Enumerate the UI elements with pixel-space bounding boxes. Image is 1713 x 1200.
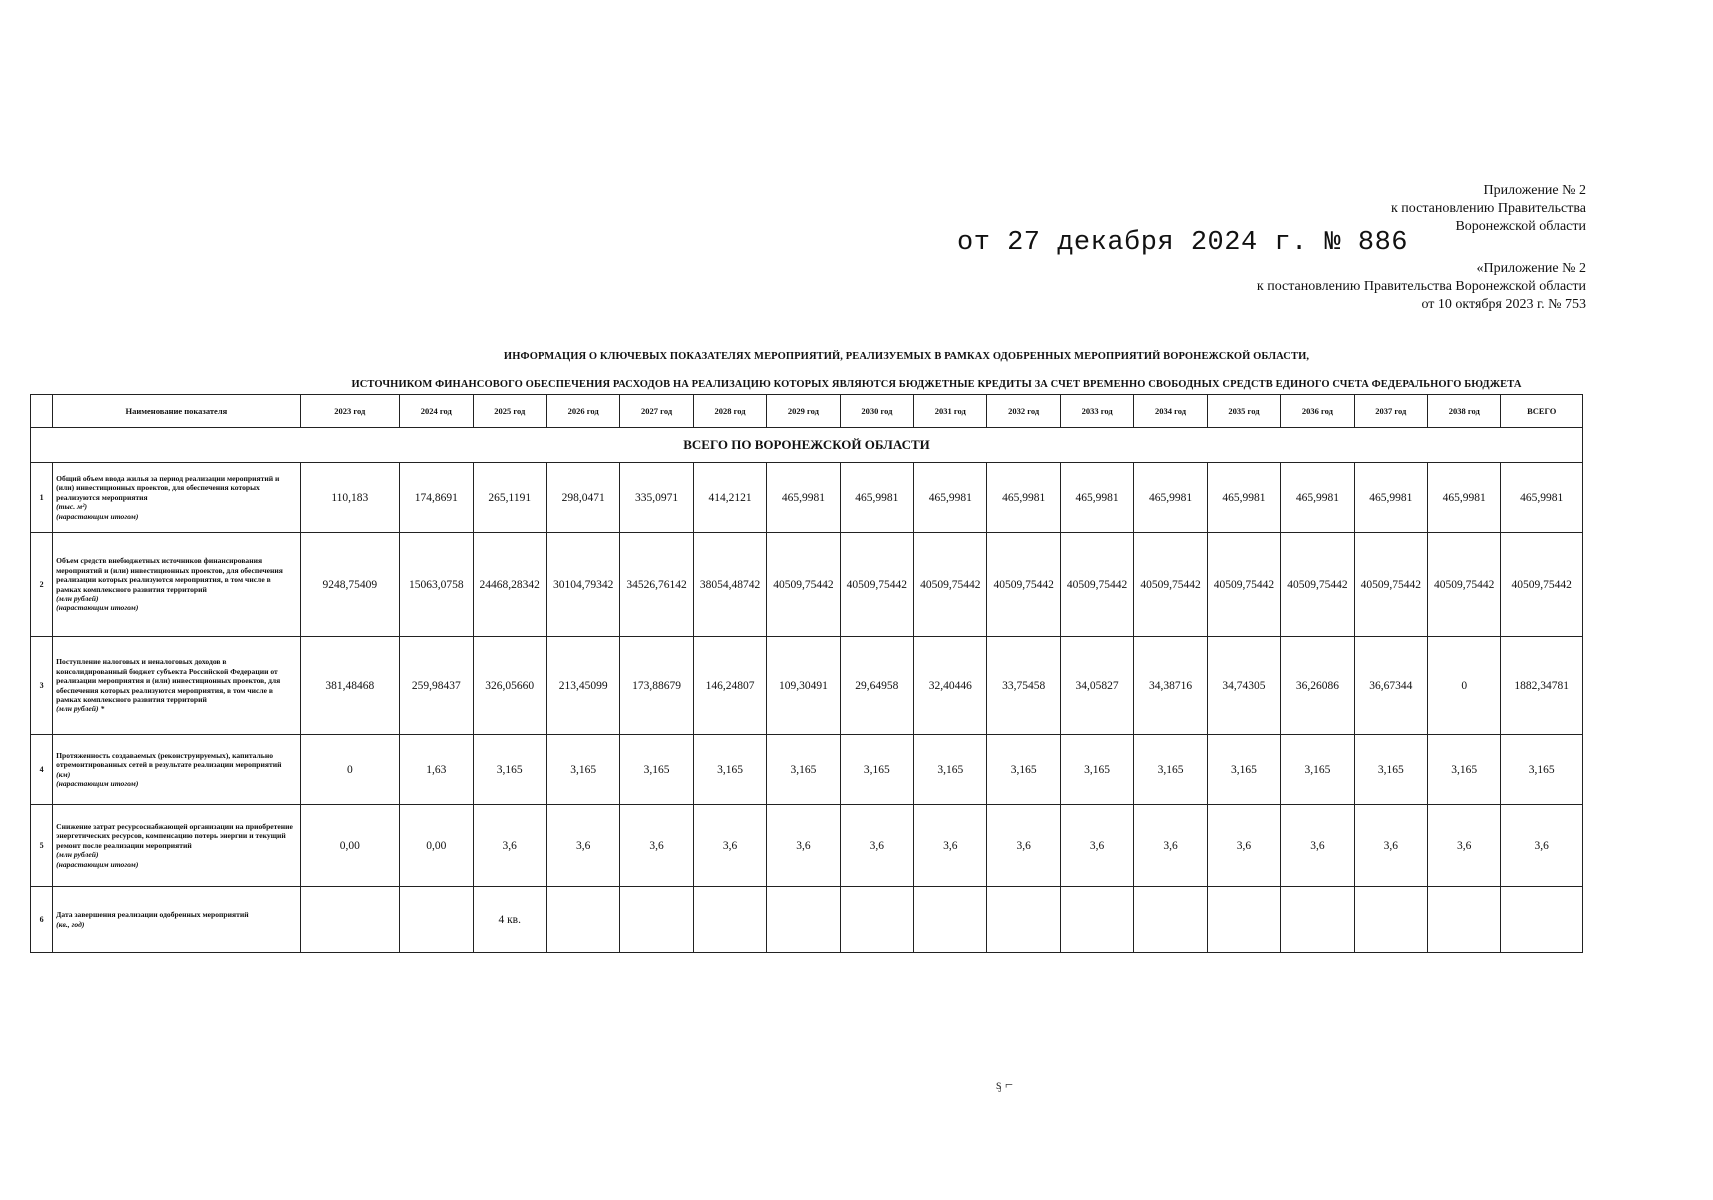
year-value-cell: 265,1191 <box>473 463 546 533</box>
indicator-name: Протяженность создаваемых (реконструируемых), капитально отремонтированных сетей в результате реализации мероприятий <box>56 750 282 770</box>
indicator-name-cell <box>53 463 300 533</box>
prev-appendix-line: «Приложение № 2 <box>1476 261 1586 276</box>
year-value-cell: 3,6 <box>1134 805 1207 887</box>
year-value-cell: 3,6 <box>987 805 1060 887</box>
year-header: 2034 год <box>1134 395 1207 428</box>
year-value-cell: 33,75458 <box>987 637 1060 735</box>
indicator-note: (нарастающим итогом) <box>56 603 139 613</box>
year-header: 2027 год <box>620 395 693 428</box>
year-value-cell: 173,88679 <box>620 637 693 735</box>
year-value-cell: 3,6 <box>767 805 840 887</box>
year-value-cell: 4 кв. <box>473 887 546 953</box>
year-value-cell: 34526,76142 <box>620 533 693 637</box>
year-value-cell: 34,74305 <box>1207 637 1280 735</box>
year-value-cell: 3,6 <box>693 805 766 887</box>
year-header: 2031 год <box>914 395 987 428</box>
year-value-cell: 34,38716 <box>1134 637 1207 735</box>
indicator-note: (нарастающим итогом) <box>56 511 139 521</box>
year-value-cell: 110,183 <box>300 463 400 533</box>
table-row <box>31 637 1583 735</box>
year-value-cell <box>1281 887 1354 953</box>
year-value-cell <box>1060 887 1133 953</box>
year-header: 2032 год <box>987 395 1060 428</box>
year-value-cell: 40509,75442 <box>914 533 987 637</box>
year-value-cell: 40509,75442 <box>1060 533 1133 637</box>
row-number: 3 <box>31 637 53 735</box>
year-value-cell: 381,48468 <box>300 637 400 735</box>
year-header: 2023 год <box>300 395 400 428</box>
indicators-table <box>30 394 1583 953</box>
total-header: ВСЕГО <box>1501 395 1583 428</box>
year-value-cell: 298,0471 <box>546 463 619 533</box>
year-value-cell: 3,165 <box>693 735 766 805</box>
table-row <box>31 533 1583 637</box>
row-number: 2 <box>31 533 53 637</box>
document-title-line-1: ИНФОРМАЦИЯ О КЛЮЧЕВЫХ ПОКАЗАТЕЛЯХ МЕРОПРИЯТИЙ, РЕАЛИЗУЕМЫХ В РАМКАХ ОДОБРЕННЫХ МЕРОПРИЯТИЙ ВОРОНЕЖСКОЙ ОБЛАСТИ, <box>503 351 1310 362</box>
year-header: 2037 год <box>1354 395 1427 428</box>
year-header: 2033 год <box>1060 395 1133 428</box>
appendix-line: Приложение № 2 <box>1483 183 1586 198</box>
year-value-cell: 40509,75442 <box>1207 533 1280 637</box>
year-value-cell: 0,00 <box>300 805 400 887</box>
year-value-cell: 146,24807 <box>693 637 766 735</box>
year-value-cell: 3,6 <box>1207 805 1280 887</box>
year-value-cell: 3,165 <box>987 735 1060 805</box>
previous-appendix-header <box>1257 260 1586 314</box>
prev-appendix-line: к постановлению Правительства Воронежской области <box>1256 279 1586 294</box>
appendix-line: Воронежской области <box>1455 219 1586 234</box>
indicator-name-cell <box>53 805 300 887</box>
year-header: 2024 год <box>400 395 473 428</box>
year-value-cell: 24468,28342 <box>473 533 546 637</box>
indicator-name: Общий объем ввода жилья за период реализации мероприятий и (или) инвестиционных проектов, для обеспечения которых реализуются мероприятия <box>56 473 280 502</box>
indicator-name: Дата завершения реализации одобренных мероприятий <box>56 910 249 920</box>
year-value-cell: 3,6 <box>1281 805 1354 887</box>
year-value-cell: 3,165 <box>1207 735 1280 805</box>
year-value-cell: 1,63 <box>400 735 473 805</box>
year-value-cell: 326,05660 <box>473 637 546 735</box>
year-value-cell: 3,6 <box>914 805 987 887</box>
decree-line: от 27 декабря 2024 г. № 886 <box>957 228 1408 258</box>
year-value-cell <box>1354 887 1427 953</box>
year-value-cell: 3,165 <box>1354 735 1427 805</box>
indicator-note: (нарастающим итогом) <box>56 778 139 788</box>
year-header: 2035 год <box>1207 395 1280 428</box>
indicator-name-cell <box>53 735 300 805</box>
year-value-cell: 3,6 <box>546 805 619 887</box>
year-value-cell <box>840 887 913 953</box>
num-header <box>31 395 53 428</box>
indicator-unit: (млн рублей) * <box>56 704 105 714</box>
row-number: 1 <box>31 463 53 533</box>
year-value-cell: 109,30491 <box>767 637 840 735</box>
prev-appendix-line: от 10 октября 2023 г. № 753 <box>1421 297 1586 312</box>
year-value-cell: 15063,0758 <box>400 533 473 637</box>
year-value-cell <box>987 887 1060 953</box>
year-value-cell: 465,9981 <box>1134 463 1207 533</box>
year-value-cell: 465,9981 <box>1428 463 1501 533</box>
total-value-cell: 3,6 <box>1501 805 1583 887</box>
handwritten-mark: ᶊ ⌐ <box>996 1078 1013 1093</box>
year-value-cell: 174,8691 <box>400 463 473 533</box>
section-title: ВСЕГО ПО ВОРОНЕЖСКОЙ ОБЛАСТИ <box>31 428 1583 463</box>
year-value-cell <box>400 887 473 953</box>
year-value-cell: 3,165 <box>840 735 913 805</box>
year-value-cell <box>1207 887 1280 953</box>
indicator-name: Объем средств внебюджетных источников финансирования мероприятий и (или) инвестиционных проектов, для обеспечения реализации которых реализуются мероприятия, в том числе в рамках комплексного развития территорий <box>56 556 283 594</box>
year-header: 2038 год <box>1428 395 1501 428</box>
year-value-cell <box>914 887 987 953</box>
year-value-cell: 36,26086 <box>1281 637 1354 735</box>
year-header: 2029 год <box>767 395 840 428</box>
year-value-cell: 3,165 <box>914 735 987 805</box>
year-value-cell: 3,165 <box>767 735 840 805</box>
year-value-cell: 3,6 <box>1060 805 1133 887</box>
year-value-cell: 465,9981 <box>767 463 840 533</box>
indicator-name-cell <box>53 533 300 637</box>
year-value-cell: 29,64958 <box>840 637 913 735</box>
year-value-cell: 465,9981 <box>840 463 913 533</box>
indicator-name-cell <box>53 637 300 735</box>
total-value-cell: 40509,75442 <box>1501 533 1583 637</box>
year-value-cell: 335,0971 <box>620 463 693 533</box>
year-value-cell: 465,9981 <box>987 463 1060 533</box>
year-value-cell: 3,165 <box>546 735 619 805</box>
year-value-cell: 3,165 <box>1281 735 1354 805</box>
year-header: 2028 год <box>693 395 766 428</box>
year-value-cell <box>1134 887 1207 953</box>
row-number: 6 <box>31 887 53 953</box>
year-value-cell: 3,6 <box>473 805 546 887</box>
year-value-cell <box>300 887 400 953</box>
year-header: 2026 год <box>546 395 619 428</box>
table-row <box>31 805 1583 887</box>
year-value-cell: 465,9981 <box>914 463 987 533</box>
year-header: 2036 год <box>1281 395 1354 428</box>
appendix-header <box>1391 182 1586 236</box>
total-value-cell: 1882,34781 <box>1501 637 1583 735</box>
row-number: 5 <box>31 805 53 887</box>
appendix-line: к постановлению Правительства <box>1390 201 1586 216</box>
name-header: Наименование показателя <box>53 395 300 428</box>
year-value-cell: 38054,48742 <box>693 533 766 637</box>
year-value-cell: 465,9981 <box>1281 463 1354 533</box>
year-value-cell: 40509,75442 <box>840 533 913 637</box>
year-value-cell: 32,40446 <box>914 637 987 735</box>
indicator-unit: (кв., год) <box>56 919 85 929</box>
year-value-cell: 34,05827 <box>1060 637 1133 735</box>
year-value-cell <box>620 887 693 953</box>
year-value-cell: 3,6 <box>840 805 913 887</box>
indicator-unit: (тыс. м²) <box>56 502 88 512</box>
indicator-name: Поступление налоговых и неналоговых доходов в консолидированный бюджет субъекта Российской Федерации от реализации мероприятия и (или) инвестиционных проектов, для обеспечения которых реализуются мероприятия, в том числе в рамках комплексного развития территорий <box>56 657 281 704</box>
year-value-cell: 259,98437 <box>400 637 473 735</box>
year-value-cell: 3,165 <box>620 735 693 805</box>
indicator-name-cell <box>53 887 300 953</box>
indicator-unit: (млн рублей) <box>56 593 99 603</box>
year-value-cell: 0,00 <box>400 805 473 887</box>
year-value-cell: 3,165 <box>473 735 546 805</box>
year-value-cell: 3,6 <box>1354 805 1427 887</box>
row-number: 4 <box>31 735 53 805</box>
table-row <box>31 735 1583 805</box>
year-value-cell: 465,9981 <box>1354 463 1427 533</box>
year-value-cell: 0 <box>300 735 400 805</box>
year-value-cell: 3,165 <box>1428 735 1501 805</box>
table-row <box>31 463 1583 533</box>
year-value-cell: 40509,75442 <box>767 533 840 637</box>
year-header: 2030 год <box>840 395 913 428</box>
indicator-unit: (км) <box>56 769 71 779</box>
year-value-cell: 465,9981 <box>1060 463 1133 533</box>
indicator-note: (нарастающим итогом) <box>56 859 139 869</box>
year-value-cell: 40509,75442 <box>1281 533 1354 637</box>
indicator-unit: (млн рублей) <box>56 850 99 860</box>
table-body <box>31 428 1583 953</box>
year-value-cell: 40509,75442 <box>1354 533 1427 637</box>
year-value-cell: 40509,75442 <box>987 533 1060 637</box>
year-header: 2025 год <box>473 395 546 428</box>
year-value-cell: 30104,79342 <box>546 533 619 637</box>
year-value-cell: 465,9981 <box>1207 463 1280 533</box>
year-value-cell: 40509,75442 <box>1428 533 1501 637</box>
year-value-cell: 414,2121 <box>693 463 766 533</box>
year-value-cell <box>693 887 766 953</box>
total-value-cell: 465,9981 <box>1501 463 1583 533</box>
total-value-cell: 3,165 <box>1501 735 1583 805</box>
year-value-cell: 3,165 <box>1060 735 1133 805</box>
year-value-cell <box>1428 887 1501 953</box>
document-title-line-2: ИСТОЧНИКОМ ФИНАНСОВОГО ОБЕСПЕЧЕНИЯ РАСХОДОВ НА РЕАЛИЗАЦИЮ КОТОРЫХ ЯВЛЯЮТСЯ БЮДЖЕТНЫЕ КРЕДИТЫ ЗА СЧЕТ ВРЕМЕННО СВОБОДНЫХ СРЕДСТВ ЕДИНОГО СЧЕТА ФЕДЕРАЛЬНОГО БЮДЖЕТА <box>351 379 1522 390</box>
year-value-cell: 3,6 <box>1428 805 1501 887</box>
year-value-cell: 3,165 <box>1134 735 1207 805</box>
year-value-cell: 9248,75409 <box>300 533 400 637</box>
year-value-cell <box>767 887 840 953</box>
year-value-cell: 40509,75442 <box>1134 533 1207 637</box>
total-value-cell <box>1501 887 1583 953</box>
year-value-cell: 36,67344 <box>1354 637 1427 735</box>
indicator-name: Снижение затрат ресурсоснабжающей организации на приобретение энергетических ресурсов, компенсацию потерь энергии и текущий ремонт после реализации мероприятий <box>56 821 293 850</box>
year-value-cell: 3,6 <box>620 805 693 887</box>
year-value-cell <box>546 887 619 953</box>
year-value-cell: 213,45099 <box>546 637 619 735</box>
table-header <box>31 395 1583 428</box>
year-value-cell: 0 <box>1428 637 1501 735</box>
table-row <box>31 887 1583 953</box>
